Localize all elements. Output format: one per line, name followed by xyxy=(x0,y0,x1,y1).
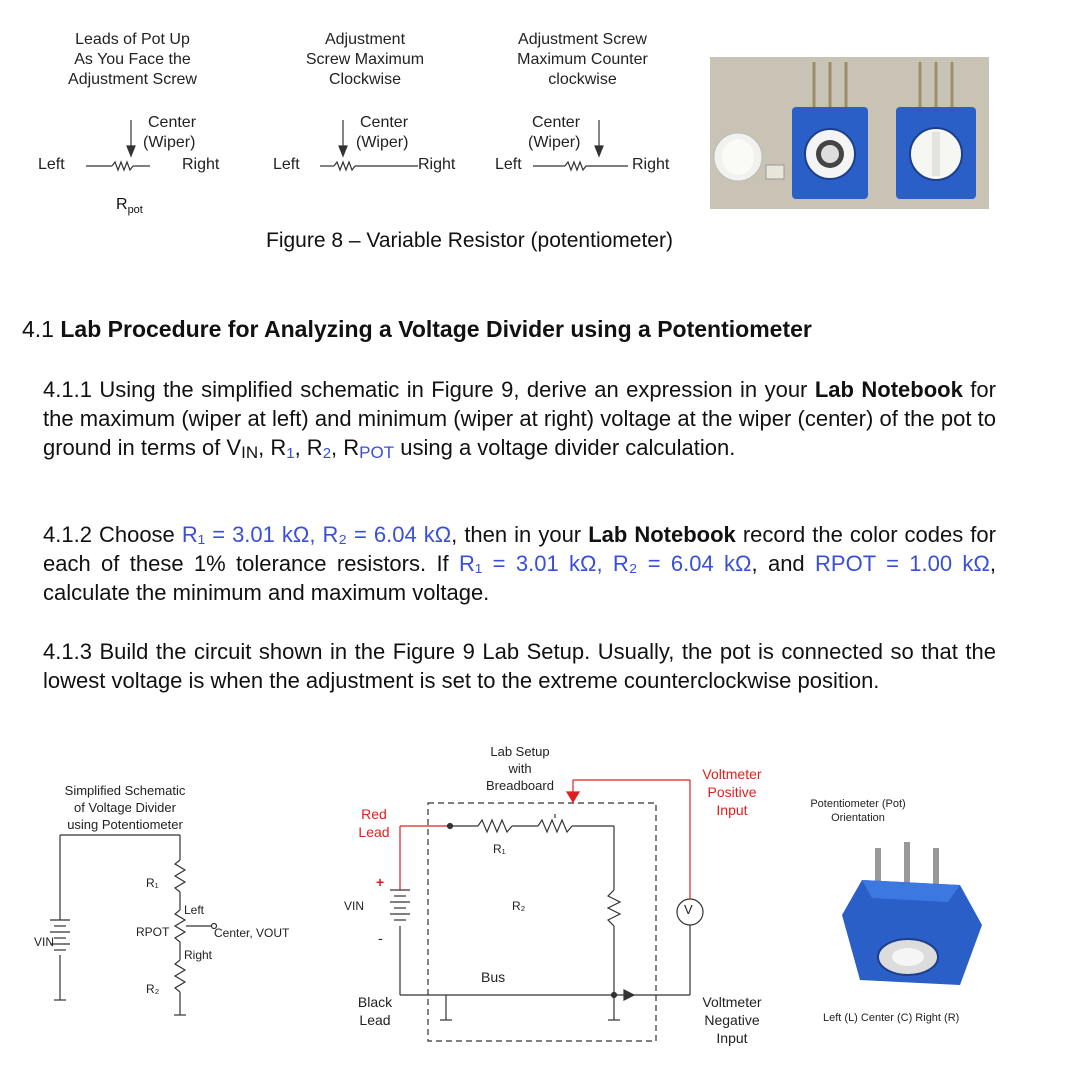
black-lead-line2: Lead xyxy=(359,1012,391,1028)
step1-text-c: , R xyxy=(258,435,287,460)
section-title: Lab Procedure for Analyzing a Voltage Divider using a Potentiometer xyxy=(60,316,812,342)
black-lead-line1: Black xyxy=(357,994,393,1010)
pot3-left-label: Left xyxy=(495,156,522,173)
pot-orientation-image xyxy=(842,842,982,985)
schematic-title-2: of Voltage Divider xyxy=(74,800,176,815)
step2-text-c: record the color codes for each of these 1% tolerance resistors. If xyxy=(43,522,996,576)
step1-text-f: using a voltage divider calculation. xyxy=(400,435,736,460)
schem-center-vout-label: Center, VOUT xyxy=(214,926,290,940)
lab-r2-label: R₂ xyxy=(512,899,526,913)
red-lead-line1: Red xyxy=(361,806,387,822)
figure9-drawing xyxy=(0,730,1081,1070)
step1-text-d: , R xyxy=(294,435,323,460)
pot1-wiper-label: (Wiper) xyxy=(143,134,196,151)
minus-sign: - xyxy=(378,930,383,946)
pot2-wiper-label: (Wiper) xyxy=(356,134,409,151)
step1-text-a: 4.1.1 Using the simplified schematic in Figure 9, derive an expression in your xyxy=(43,377,808,402)
schem-r1-label: R₁ xyxy=(146,876,159,890)
schematic-title-3: using Potentiometer xyxy=(67,817,183,832)
step1-text-e: , R xyxy=(331,435,360,460)
vm-pos-line1: Voltmeter xyxy=(702,766,762,782)
pot1-symbol xyxy=(86,120,150,170)
pot3-wiper-label: (Wiper) xyxy=(528,134,581,151)
col1-line1: Leads of Pot Up xyxy=(75,31,190,48)
pot-orient-line2: Orientation xyxy=(831,812,885,824)
pot2-left-label: Left xyxy=(273,156,300,173)
col3-line2: Maximum Counter xyxy=(517,51,648,68)
col3-line3: clockwise xyxy=(548,71,617,88)
vm-neg-line1: Voltmeter xyxy=(702,994,762,1010)
pot2-center-label: Center xyxy=(360,114,409,131)
step1-r2-sub: 2 xyxy=(322,445,332,462)
figure8-caption: Figure 8 – Variable Resistor (potentiometer) xyxy=(266,229,673,252)
pot3-center-label: Center xyxy=(532,114,581,131)
voltmeter-v-symbol: V xyxy=(684,902,693,917)
schematic-title-1: Simplified Schematic xyxy=(64,783,186,798)
schem-vin-label: VIN xyxy=(34,935,55,949)
lab-setup-line3: Breadboard xyxy=(486,778,554,793)
step1-r1-sub: 1 xyxy=(286,445,295,462)
pot3-right-label: Right xyxy=(632,156,670,173)
schem-rpot-label: RPOT xyxy=(136,925,170,939)
col2-line2: Screw Maximum xyxy=(305,51,425,68)
potentiometer-photo xyxy=(710,57,989,209)
schem-left-label: Left xyxy=(184,903,205,917)
pot3-symbol xyxy=(533,120,628,170)
col1-line2: As You Face the xyxy=(74,51,191,68)
col2-line3: Clockwise xyxy=(328,71,401,88)
red-lead-line2: Lead xyxy=(358,824,390,840)
plus-sign: + xyxy=(376,874,385,890)
step1-rpot-sub: POT xyxy=(359,443,395,462)
step-4-1-2 xyxy=(43,520,996,607)
pot-pins-label: Left (L) Center (C) Right (R) xyxy=(823,1012,960,1024)
col2-line1: Adjustment xyxy=(324,31,406,48)
lab-vin-label: VIN xyxy=(344,899,365,913)
lab-setup-line2: with xyxy=(508,761,532,776)
vm-neg-line3: Input xyxy=(716,1030,748,1046)
schematic-wires xyxy=(50,835,217,1015)
step1-text-b: for the maximum (wiper at left) and minimum (wiper at right) voltage at the wiper (center) of the pot to ground in terms of V xyxy=(43,377,996,460)
breadboard-outline xyxy=(428,803,656,1041)
step1-vin-sub: IN xyxy=(241,443,259,462)
lab-r1-label: R₁ xyxy=(493,842,506,856)
section-number: 4.1 xyxy=(22,316,54,342)
lab-setup-line1: Lab Setup xyxy=(490,744,550,759)
step2-resistor-values-2: R₁ = 3.01 kΩ, R₂ = 6.04 kΩ xyxy=(459,551,752,576)
step2-text-d: , and xyxy=(751,551,805,576)
schem-right-label: Right xyxy=(184,948,213,962)
step1-lab-notebook: Lab Notebook xyxy=(814,377,963,402)
pot2-right-label: Right xyxy=(418,156,456,173)
pot2-symbol xyxy=(320,120,418,170)
step-4-1-1 xyxy=(43,375,996,468)
vm-neg-line2: Negative xyxy=(704,1012,760,1028)
vm-pos-line3: Input xyxy=(716,802,748,818)
pot1-left-label: Left xyxy=(38,156,65,173)
step2-text-b: , then in your xyxy=(451,522,582,547)
step-4-1-3: 4.1.3 Build the circuit shown in the Figure 9 Lab Setup. Usually, the pot is connected so that the lowest voltage is when the adjustment is set to the extreme counterclockwise position. xyxy=(43,639,996,693)
col3-line1: Adjustment Screw xyxy=(518,31,647,48)
bus-label: Bus xyxy=(481,969,506,985)
schem-r2-label: R₂ xyxy=(146,982,160,996)
step2-lab-notebook: Lab Notebook xyxy=(588,522,736,547)
step2-text-a: 4.1.2 Choose xyxy=(43,522,175,547)
step2-rpot-value: RPOT = 1.00 kΩ xyxy=(815,551,990,576)
step2-resistor-values: R₁ = 3.01 kΩ, R₂ = 6.04 kΩ xyxy=(181,522,452,547)
col1-line3: Adjustment Screw xyxy=(68,71,197,88)
section-heading xyxy=(22,316,812,343)
rpot-label: $R_{pot}$ xyxy=(116,196,143,217)
vm-pos-line2: Positive xyxy=(707,784,757,800)
pot1-right-label: Right xyxy=(182,156,220,173)
step2-text-e: , calculate the minimum and maximum voltage. xyxy=(43,551,996,605)
pot-orient-line1: Potentiometer (Pot) xyxy=(810,798,906,810)
pot1-center-label: Center xyxy=(148,114,197,131)
